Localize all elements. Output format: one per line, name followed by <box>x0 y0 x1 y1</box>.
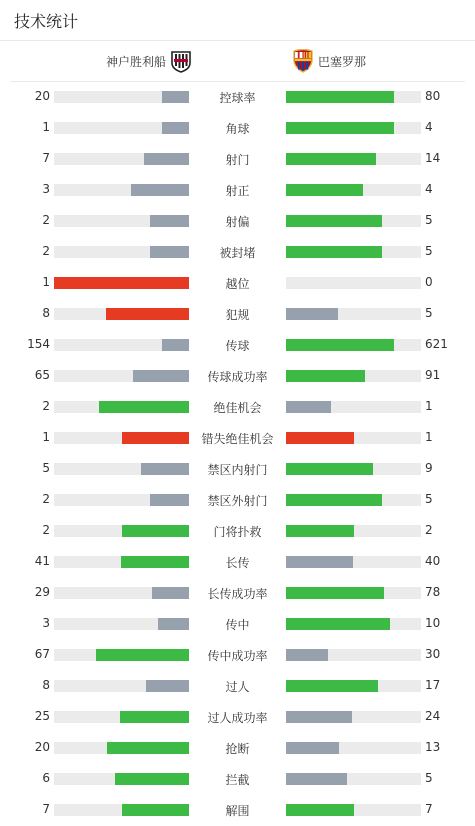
away-value: 4 <box>425 182 433 196</box>
stat-label: 传球 <box>225 339 250 353</box>
away-bar-track <box>286 215 421 227</box>
away-bar-fill <box>286 91 394 103</box>
home-bar-track <box>54 494 189 506</box>
stat-label: 角球 <box>225 122 250 136</box>
stat-label: 射偏 <box>225 215 250 229</box>
stat-row <box>0 546 475 577</box>
home-value: 2 <box>42 213 50 227</box>
home-bar-track <box>54 556 189 568</box>
stat-label: 传球成功率 <box>207 370 268 384</box>
home-value: 29 <box>34 585 50 599</box>
home-bar-fill <box>152 587 189 599</box>
away-bar-fill <box>286 432 354 444</box>
home-bar-fill <box>115 773 189 785</box>
away-value: 621 <box>425 337 448 351</box>
away-bar-track <box>286 556 421 568</box>
away-bar-fill <box>286 711 352 723</box>
stat-label: 过人成功率 <box>207 711 268 725</box>
away-value: 9 <box>425 461 433 475</box>
away-bar-track <box>286 804 421 816</box>
home-bar-track <box>54 618 189 630</box>
away-value: 80 <box>425 89 441 103</box>
away-bar-track <box>286 463 421 475</box>
stat-label: 禁区外射门 <box>207 494 268 508</box>
stat-label: 射门 <box>225 153 250 167</box>
away-value: 14 <box>425 151 441 165</box>
home-bar-track <box>54 463 189 475</box>
home-bar-track <box>54 339 189 351</box>
home-value: 3 <box>42 182 50 196</box>
home-bar-track <box>54 401 189 413</box>
away-bar-fill <box>286 184 363 196</box>
away-value: 78 <box>425 585 441 599</box>
stat-label: 错失绝佳机会 <box>201 432 274 446</box>
away-bar-track <box>286 711 421 723</box>
away-value: 1 <box>425 399 433 413</box>
away-bar-fill <box>286 680 378 692</box>
home-value: 5 <box>42 461 50 475</box>
stat-row <box>0 205 475 236</box>
away-bar-track <box>286 680 421 692</box>
home-bar-fill <box>150 215 189 227</box>
home-bar-fill <box>158 618 189 630</box>
stat-row <box>0 515 475 546</box>
stat-label: 传中 <box>225 618 250 632</box>
away-bar-fill <box>286 587 384 599</box>
teams-bar <box>10 41 465 82</box>
away-value: 40 <box>425 554 441 568</box>
away-value: 24 <box>425 709 441 723</box>
away-bar-track <box>286 432 421 444</box>
away-bar-track <box>286 153 421 165</box>
stat-row <box>0 763 475 794</box>
home-bar-fill <box>120 711 189 723</box>
stat-label: 绝佳机会 <box>213 401 262 415</box>
home-bar-fill <box>150 246 189 258</box>
home-bar-track <box>54 742 189 754</box>
away-bar-track <box>286 649 421 661</box>
home-bar-track <box>54 184 189 196</box>
fc-barcelona-crest-icon <box>292 49 314 73</box>
home-bar-track <box>54 215 189 227</box>
home-bar-fill <box>150 494 189 506</box>
away-bar-track <box>286 525 421 537</box>
away-value: 30 <box>425 647 441 661</box>
away-value: 0 <box>425 275 433 289</box>
away-value: 13 <box>425 740 441 754</box>
stat-row <box>0 453 475 484</box>
away-bar-fill <box>286 618 390 630</box>
home-bar-fill <box>99 401 189 413</box>
home-bar-track <box>54 370 189 382</box>
stat-row <box>0 329 475 360</box>
stat-row <box>0 577 475 608</box>
home-bar-track <box>54 91 189 103</box>
away-bar-track <box>286 339 421 351</box>
stat-label: 解围 <box>225 804 250 818</box>
stat-row <box>0 236 475 267</box>
away-bar-track <box>286 91 421 103</box>
stat-label: 控球率 <box>219 91 256 105</box>
home-bar-track <box>54 587 189 599</box>
home-bar-fill <box>96 649 189 661</box>
away-bar-track <box>286 246 421 258</box>
home-bar-fill <box>141 463 189 475</box>
away-bar-track <box>286 587 421 599</box>
away-bar-fill <box>286 401 331 413</box>
stat-label: 被封堵 <box>219 246 256 260</box>
home-value: 2 <box>42 523 50 537</box>
away-bar-fill <box>286 153 376 165</box>
home-bar-track <box>54 649 189 661</box>
stats-list <box>0 81 475 825</box>
home-value: 8 <box>42 678 50 692</box>
home-bar-track <box>54 246 189 258</box>
home-bar-track <box>54 122 189 134</box>
away-bar-track <box>286 494 421 506</box>
away-bar-track <box>286 184 421 196</box>
home-value: 20 <box>34 740 50 754</box>
home-team <box>102 41 192 81</box>
stat-row <box>0 267 475 298</box>
home-bar-track <box>54 773 189 785</box>
stats-header <box>0 0 475 41</box>
stat-row <box>0 484 475 515</box>
home-bar-fill <box>122 432 190 444</box>
stat-row <box>0 143 475 174</box>
stat-label: 禁区内射门 <box>207 463 268 477</box>
home-bar-track <box>54 711 189 723</box>
away-value: 5 <box>425 306 433 320</box>
away-bar-fill <box>286 556 353 568</box>
home-bar-fill <box>107 742 189 754</box>
stat-row <box>0 670 475 701</box>
away-value: 5 <box>425 492 433 506</box>
away-bar-fill <box>286 215 382 227</box>
stat-label: 传中成功率 <box>207 649 268 663</box>
home-bar-fill <box>121 556 189 568</box>
home-bar-fill <box>146 680 189 692</box>
away-team <box>292 41 370 81</box>
stat-row <box>0 794 475 825</box>
away-bar-fill <box>286 742 339 754</box>
home-value: 8 <box>42 306 50 320</box>
away-bar-fill <box>286 246 382 258</box>
stat-row <box>0 298 475 329</box>
stat-row <box>0 732 475 763</box>
home-value: 154 <box>27 337 50 351</box>
home-value: 41 <box>34 554 50 568</box>
away-value: 5 <box>425 244 433 258</box>
away-value: 10 <box>425 616 441 630</box>
away-bar-track <box>286 277 421 289</box>
stat-label: 拦截 <box>225 773 250 787</box>
stat-label: 射正 <box>225 184 250 198</box>
stat-label: 门将扑救 <box>213 525 262 539</box>
home-value: 25 <box>34 709 50 723</box>
home-bar-track <box>54 804 189 816</box>
away-team-name: 巴塞罗那 <box>318 54 367 69</box>
stat-row <box>0 360 475 391</box>
home-bar-fill <box>122 525 190 537</box>
stat-label: 抢断 <box>225 742 250 756</box>
away-bar-fill <box>286 494 382 506</box>
away-bar-track <box>286 618 421 630</box>
stat-row <box>0 639 475 670</box>
home-bar-track <box>54 153 189 165</box>
away-bar-fill <box>286 308 338 320</box>
home-bar-fill <box>106 308 189 320</box>
stat-row <box>0 701 475 732</box>
home-bar-track <box>54 432 189 444</box>
home-value: 7 <box>42 802 50 816</box>
home-bar-fill <box>131 184 189 196</box>
away-bar-fill <box>286 525 354 537</box>
home-value: 3 <box>42 616 50 630</box>
stat-label: 过人 <box>225 680 250 694</box>
stat-label: 长传成功率 <box>207 587 268 601</box>
home-bar-track <box>54 680 189 692</box>
vissel-kobe-crest-icon <box>170 49 192 73</box>
away-bar-fill <box>286 370 365 382</box>
away-value: 1 <box>425 430 433 444</box>
stat-row <box>0 174 475 205</box>
away-bar-fill <box>286 804 354 816</box>
away-bar-fill <box>286 649 328 661</box>
away-value: 5 <box>425 771 433 785</box>
stat-label: 犯规 <box>225 308 250 322</box>
stat-row <box>0 391 475 422</box>
home-value: 1 <box>42 430 50 444</box>
home-value: 2 <box>42 492 50 506</box>
home-value: 67 <box>34 647 50 661</box>
stat-row <box>0 81 475 112</box>
stat-label: 越位 <box>225 277 250 291</box>
home-bar-fill <box>133 370 189 382</box>
home-value: 2 <box>42 399 50 413</box>
away-bar-fill <box>286 773 347 785</box>
away-bar-track <box>286 401 421 413</box>
away-value: 17 <box>425 678 441 692</box>
home-value: 7 <box>42 151 50 165</box>
home-value: 20 <box>34 89 50 103</box>
away-bar-track <box>286 773 421 785</box>
home-bar-fill <box>144 153 189 165</box>
away-bar-fill <box>286 463 373 475</box>
stat-row <box>0 608 475 639</box>
home-bar-track <box>54 308 189 320</box>
away-bar-track <box>286 370 421 382</box>
home-value: 6 <box>42 771 50 785</box>
page-title: 技术统计 <box>14 12 79 31</box>
home-bar-track <box>54 525 189 537</box>
away-bar-track <box>286 742 421 754</box>
stat-label: 长传 <box>225 556 250 570</box>
home-bar-fill <box>162 91 189 103</box>
away-value: 7 <box>425 802 433 816</box>
home-team-name: 神户胜利船 <box>106 54 167 69</box>
home-bar-fill <box>122 804 190 816</box>
home-bar-fill <box>54 277 189 289</box>
home-value: 1 <box>42 120 50 134</box>
away-bar-fill <box>286 122 394 134</box>
home-bar-fill <box>162 122 189 134</box>
away-bar-fill <box>286 339 394 351</box>
away-value: 2 <box>425 523 433 537</box>
home-value: 65 <box>34 368 50 382</box>
away-value: 4 <box>425 120 433 134</box>
away-bar-track <box>286 308 421 320</box>
home-value: 1 <box>42 275 50 289</box>
away-bar-track <box>286 122 421 134</box>
away-value: 5 <box>425 213 433 227</box>
stat-row <box>0 112 475 143</box>
home-bar-track <box>54 277 189 289</box>
away-value: 91 <box>425 368 441 382</box>
home-bar-fill <box>162 339 189 351</box>
stat-row <box>0 422 475 453</box>
home-value: 2 <box>42 244 50 258</box>
